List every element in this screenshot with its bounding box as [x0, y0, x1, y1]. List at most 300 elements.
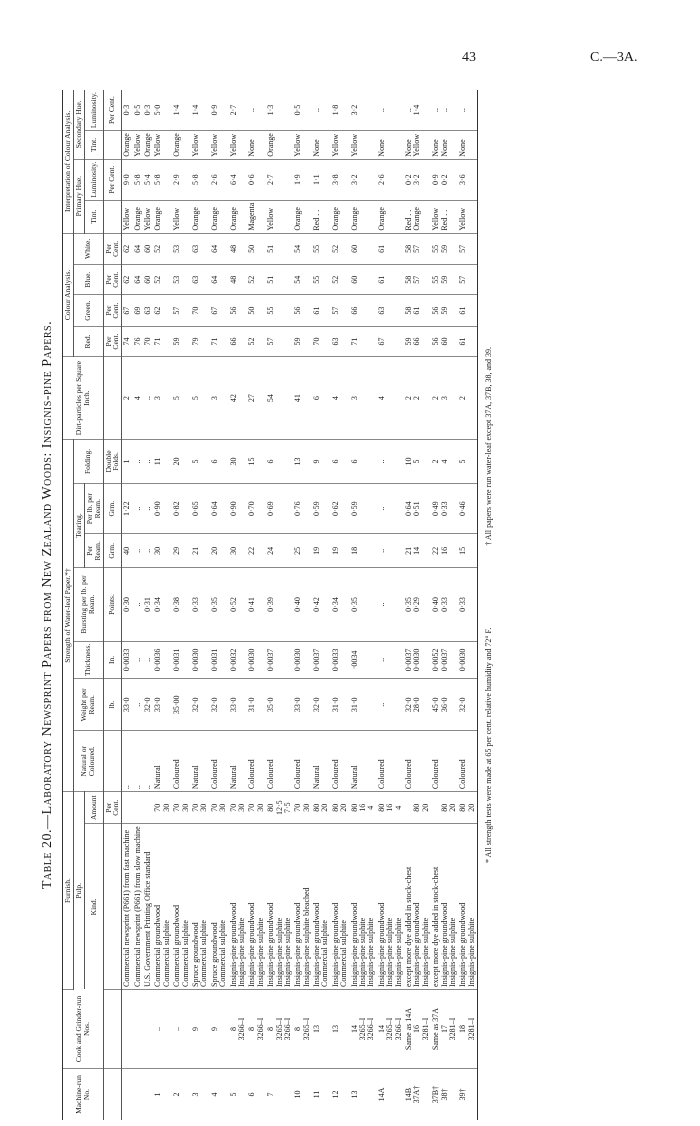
cell-tear-per-lb-line: 0·69 — [266, 501, 276, 516]
cell-natural-coloured-line: .. — [122, 785, 132, 790]
cell-cook-nos — [191, 989, 210, 1068]
table-row — [404, 90, 431, 1120]
cell-green-line: 70 — [190, 306, 200, 315]
cell-blue — [229, 265, 248, 295]
cell-tear-per-ream-line: .. — [143, 548, 153, 553]
cell-bursting-line: 0·39 — [266, 597, 276, 612]
cell-kind — [153, 824, 172, 990]
cell-tear-per-ream-line: 19 — [330, 546, 340, 555]
table-row — [266, 90, 293, 1120]
cell-secondary-tint — [172, 131, 191, 160]
unit-white: Per Cent. — [103, 233, 122, 264]
cell-weight — [293, 679, 312, 731]
cell-tear-per-ream — [172, 534, 191, 568]
header-luminosity-secondary: Luminosity. — [84, 90, 103, 131]
cell-folding — [293, 439, 312, 483]
cell-dirt — [266, 357, 293, 440]
cell-natural-coloured — [247, 731, 266, 792]
cell-kind-line: Spruce groundwood — [209, 922, 219, 987]
cell-white-line: 50 — [247, 244, 257, 253]
cell-cook-nos — [247, 989, 266, 1068]
cell-folding — [191, 439, 210, 483]
cell-amount-line: 70 — [172, 803, 182, 812]
cell-red — [229, 326, 248, 356]
header-colour-analysis: Colour Analysis. — [63, 233, 74, 357]
cell-kind-line: Insignis-pine groundwood — [247, 902, 257, 987]
header-weight: Weight per Ream. — [73, 679, 103, 731]
unit-kind — [103, 824, 122, 990]
cell-primary-luminosity — [172, 159, 191, 200]
cell-primary-luminosity — [191, 159, 210, 200]
cell-kind-line: Insignis-pine groundwood — [376, 902, 386, 987]
cell-red — [458, 326, 477, 356]
cell-blue — [153, 265, 172, 295]
cell-thickness-line: 0·0036 — [153, 648, 163, 672]
unit-run — [103, 1069, 122, 1120]
cell-tear-per-ream — [247, 534, 266, 568]
cell-tear-per-ream — [293, 534, 312, 568]
cell-red — [350, 326, 377, 356]
cell-white — [266, 233, 293, 264]
cell-amount — [458, 792, 477, 824]
cell-red-line: 76 — [132, 337, 142, 346]
cell-folding — [458, 439, 477, 483]
footnote-star: * All strength tests were made at 65 per cent. relative humidity and 72° F. — [484, 627, 494, 864]
cell-bursting-line: 0·30 — [122, 597, 132, 612]
cell-dirt — [210, 357, 229, 440]
cell-green — [331, 295, 350, 326]
cell-green — [404, 295, 431, 326]
table-row — [122, 90, 133, 1120]
cell-white-line: 59 — [439, 244, 449, 253]
cell-red — [266, 326, 293, 356]
cell-tear-per-lb-line: 0·49 — [431, 501, 441, 516]
cell-weight-line: 32·0 — [312, 697, 322, 713]
header-natural-coloured: Natural or Coloured. — [73, 731, 103, 792]
cell-tear-per-ream — [350, 534, 377, 568]
cell-natural-coloured — [293, 731, 312, 792]
cell-bursting — [191, 568, 210, 642]
page-number: 43 — [462, 50, 476, 65]
table-row — [210, 90, 229, 1120]
cell-dirt — [133, 357, 143, 440]
cell-kind-line: Insignis-pine groundwood — [458, 902, 468, 987]
cell-weight-line: .. — [376, 702, 386, 707]
header-folding: Folding. — [73, 439, 103, 483]
cell-tear-per-lb — [122, 483, 133, 534]
cell-amount-line: 70 — [293, 803, 303, 812]
cell-folding — [210, 439, 229, 483]
cell-tear-per-lb — [266, 483, 293, 534]
cell-red — [431, 326, 458, 356]
cell-natural-coloured — [133, 731, 143, 792]
header-furnish: Furnish. — [63, 792, 74, 990]
cell-cook-nos-line: 17 — [439, 1025, 449, 1034]
cell-tear-per-lb — [293, 483, 312, 534]
cell-dirt — [229, 357, 248, 440]
cell-red — [331, 326, 350, 356]
cell-tear-per-ream — [377, 534, 404, 568]
cell-tear-per-ream-line: 16 — [439, 546, 449, 555]
cell-tear-per-lb-line: 1·22 — [122, 501, 132, 516]
cell-secondary-tint — [247, 131, 266, 160]
cell-tear-per-ream — [229, 534, 248, 568]
cell-run-no-line: 38† — [439, 1088, 449, 1101]
cell-run-no-line — [144, 1071, 152, 1118]
cell-red — [312, 326, 331, 356]
cell-run-no — [172, 1069, 191, 1120]
table-row — [172, 90, 191, 1120]
cell-green — [143, 295, 153, 326]
cell-white — [172, 233, 191, 264]
cell-blue — [191, 265, 210, 295]
cell-kind-line: Commercial groundwood — [172, 904, 182, 987]
cell-red-line: 79 — [190, 337, 200, 346]
cell-tear-per-lb — [153, 483, 172, 534]
cell-green-line: 62 — [153, 306, 163, 315]
cell-tear-per-ream — [266, 534, 293, 568]
unit-amount: Per Cent. — [103, 792, 122, 824]
cell-green-line: 67 — [122, 306, 132, 315]
cell-white — [377, 233, 404, 264]
cell-bursting — [122, 568, 133, 642]
cell-thickness-line: 0·0037 — [266, 648, 276, 672]
cell-thickness-line: 0·0037 — [403, 648, 413, 672]
cell-red-line: 59 — [172, 337, 182, 346]
table-row — [143, 90, 153, 1120]
cell-secondary-luminosity — [172, 90, 191, 131]
cell-primary-luminosity — [247, 159, 266, 200]
cell-secondary-tint — [404, 131, 431, 160]
cell-white — [293, 233, 312, 264]
table-row — [153, 90, 172, 1120]
cell-amount — [293, 792, 312, 824]
cell-secondary-luminosity — [229, 90, 248, 131]
cell-cook-nos — [377, 989, 404, 1068]
cell-dirt — [331, 357, 350, 440]
cell-tear-per-lb-line: 0·64 — [403, 501, 413, 516]
cell-secondary-luminosity-line: 1·4 — [190, 104, 200, 116]
cell-secondary-luminosity — [331, 90, 350, 131]
cell-kind-line: Insignis-pine groundwood — [439, 902, 449, 987]
cell-tear-per-lb — [172, 483, 191, 534]
cell-secondary-luminosity — [153, 90, 172, 131]
cell-thickness — [266, 641, 293, 678]
cell-green — [266, 295, 293, 326]
cell-run-no — [404, 1069, 431, 1120]
cell-amount — [229, 792, 248, 824]
cell-red-line: 67 — [376, 337, 386, 346]
cell-amount-line: 80 — [330, 803, 340, 812]
cell-tear-per-ream-line: 40 — [122, 546, 132, 555]
unit-red: Per Cent. — [103, 326, 122, 356]
cell-natural-coloured — [229, 731, 248, 792]
cell-red-line: 71 — [349, 337, 359, 346]
cell-cook-nos — [153, 989, 172, 1068]
cell-secondary-luminosity-line: .. — [376, 108, 386, 113]
unit-tint2 — [103, 131, 122, 160]
cell-weight — [431, 679, 458, 731]
cell-cook-nos-line: 8 — [293, 1027, 303, 1032]
cell-folding-line: 1 — [122, 459, 132, 464]
cell-blue — [293, 265, 312, 295]
cell-kind-line: Insignis-pine groundwood — [228, 902, 238, 987]
cell-bursting-line: 0·34 — [153, 597, 163, 612]
cell-run-no — [431, 1069, 458, 1120]
cell-white — [247, 233, 266, 264]
cell-run-no-line: 13 — [349, 1090, 359, 1099]
cell-cook-nos-line: 16 — [412, 1025, 422, 1034]
table-row — [191, 90, 210, 1120]
cell-primary-tint-line: Orange — [209, 207, 219, 231]
cell-primary-tint-line: Yellow — [266, 207, 276, 231]
cell-dirt-line: 2 — [412, 396, 422, 401]
cell-cook-nos — [133, 989, 143, 1068]
cell-secondary-tint — [122, 131, 133, 160]
cell-tear-per-ream-line: 20 — [209, 546, 219, 555]
cell-run-no — [133, 1069, 143, 1120]
cell-natural-coloured — [458, 731, 477, 792]
cell-natural-coloured-line: Natural — [312, 765, 322, 790]
cell-cook-nos-line: 13 — [312, 1025, 322, 1034]
cell-secondary-luminosity-line: 1·4 — [412, 104, 422, 116]
cell-natural-coloured-line: Coloured — [209, 759, 219, 790]
cell-primary-tint-line: Orange — [190, 207, 200, 231]
cell-dirt-line: 3 — [349, 396, 359, 401]
cell-weight-line: 32·0 — [458, 697, 468, 713]
cell-green — [172, 295, 191, 326]
cell-amount-line: 70 — [209, 803, 219, 812]
cell-dirt — [153, 357, 172, 440]
cell-tear-per-ream — [153, 534, 172, 568]
cell-kind-line: Insignis-pine groundwood — [266, 902, 276, 987]
cell-tear-per-lb-line: 0·46 — [458, 501, 468, 516]
cell-thickness-line: 0·0030 — [190, 648, 200, 672]
cell-secondary-luminosity — [266, 90, 293, 131]
cell-primary-tint-line: Orange — [349, 207, 359, 231]
cell-weight — [191, 679, 210, 731]
cell-weight — [133, 679, 143, 731]
cell-tear-per-ream — [133, 534, 143, 568]
cell-cook-nos — [431, 989, 458, 1068]
cell-blue — [331, 265, 350, 295]
cell-thickness-line: .. — [132, 657, 142, 662]
cell-green-line: 69 — [132, 306, 142, 315]
cell-secondary-luminosity-line: .. — [439, 108, 449, 113]
cell-white-line: 52 — [153, 244, 163, 253]
cell-bursting-line: 0·35 — [209, 597, 219, 612]
cell-secondary-luminosity — [191, 90, 210, 131]
cell-secondary-tint — [229, 131, 248, 160]
header-white: White. — [73, 233, 103, 264]
cell-tear-per-ream-line: 19 — [312, 546, 322, 555]
table-row — [133, 90, 143, 1120]
cell-amount-line — [144, 794, 152, 821]
cell-tear-per-lb-line: 0·90 — [228, 501, 238, 516]
cell-red-line: 57 — [266, 337, 276, 346]
cell-weight-line: 33·0 — [153, 697, 163, 713]
cell-white — [210, 233, 229, 264]
cell-thickness — [172, 641, 191, 678]
cell-primary-luminosity-line: 2·9 — [172, 174, 182, 186]
header-strength: Strength of Water-leaf Paper.*† — [63, 439, 74, 791]
cell-thickness-line: 0·0052 — [431, 648, 441, 672]
cell-cook-nos-line: 3265–I — [301, 1017, 311, 1041]
cell-natural-coloured — [331, 731, 350, 792]
cell-primary-tint-line: Orange — [293, 207, 303, 231]
cell-secondary-tint-line: Yellow — [153, 133, 163, 157]
cell-secondary-tint-line: None — [439, 139, 449, 157]
cell-bursting-line: 0·34 — [330, 597, 340, 612]
cell-tear-per-ream — [143, 534, 153, 568]
cell-amount-line: 80 — [439, 803, 449, 812]
cell-secondary-luminosity-line: 1·4 — [172, 104, 182, 116]
cell-red-line: 60 — [439, 337, 449, 346]
cell-dirt-line: 2 — [458, 396, 468, 401]
cell-thickness — [143, 641, 153, 678]
cell-blue — [312, 265, 331, 295]
cell-bursting-line: 0·38 — [172, 597, 182, 612]
cell-green-line: 56 — [228, 306, 238, 315]
cell-white — [133, 233, 143, 264]
cell-secondary-luminosity — [143, 90, 153, 131]
cell-natural-coloured-line: Natural — [190, 765, 200, 790]
cell-secondary-tint-line: Yellow — [412, 133, 422, 157]
cell-run-no — [458, 1069, 477, 1120]
header-thickness: Thickness. — [73, 641, 103, 678]
cell-weight-line: 31·0 — [330, 697, 340, 713]
cell-primary-luminosity-line: 3·6 — [458, 174, 468, 186]
cell-blue-line: 57 — [458, 275, 468, 284]
cell-run-no-line: 7 — [266, 1092, 276, 1097]
cell-thickness-line: 0·0037 — [439, 648, 449, 672]
header-bursting: Bursting per lb. per Ream. — [73, 568, 103, 642]
cell-tear-per-lb-line: .. — [376, 506, 386, 511]
cell-thickness — [404, 641, 431, 678]
cell-kind — [331, 824, 350, 990]
cell-bursting — [431, 568, 458, 642]
cell-cook-nos-line: 3281–I — [466, 1017, 476, 1041]
cell-tear-per-ream — [458, 534, 477, 568]
cell-amount-line: 80 — [376, 803, 386, 812]
cell-kind — [431, 824, 458, 990]
header-run-no: Machine-run No. — [63, 1069, 104, 1120]
cell-folding — [431, 439, 458, 483]
cell-blue-line: 53 — [172, 275, 182, 284]
cell-white-line: 54 — [293, 244, 303, 253]
cell-dirt — [458, 357, 477, 440]
cell-amount-line: 80 — [312, 803, 322, 812]
cell-cook-nos-line: Same as 14A — [403, 1007, 413, 1051]
cell-weight-line: 32·0 — [403, 697, 413, 713]
cell-dirt — [143, 357, 153, 440]
cell-green-line: 57 — [330, 306, 340, 315]
cell-red — [133, 326, 143, 356]
cell-amount — [431, 792, 458, 824]
cell-dirt — [247, 357, 266, 440]
cell-amount-line: 30 — [255, 803, 265, 812]
cell-run-no-line: 39† — [458, 1088, 468, 1101]
table-row — [350, 90, 377, 1120]
cell-primary-luminosity — [458, 159, 477, 200]
cell-amount — [133, 792, 143, 824]
cell-primary-luminosity — [266, 159, 293, 200]
cell-natural-coloured — [431, 731, 458, 792]
cell-tear-per-lb-line: 0·33 — [439, 501, 449, 516]
cell-cook-nos-line: .. — [153, 1027, 163, 1032]
cell-run-no — [312, 1069, 331, 1120]
cell-tear-per-lb — [350, 483, 377, 534]
header-interpretation: Interpretation of Colour Analysis. — [63, 90, 74, 233]
footnotes — [484, 90, 493, 1120]
cell-weight-line: 33·0 — [293, 697, 303, 713]
cell-tear-per-lb — [143, 483, 153, 534]
cell-thickness — [458, 641, 477, 678]
cell-weight — [247, 679, 266, 731]
cell-secondary-luminosity — [431, 90, 458, 131]
cell-dirt — [172, 357, 191, 440]
cell-secondary-tint-line: None — [247, 139, 257, 157]
cell-dirt-line: 4 — [132, 396, 142, 401]
cell-folding — [153, 439, 172, 483]
cell-dirt-line: 2 — [403, 396, 413, 401]
cell-kind-line: Insignis-pine sulphite — [274, 917, 284, 987]
cell-dirt-line: 42 — [228, 394, 238, 403]
cell-green-line: 63 — [376, 306, 386, 315]
cell-white — [431, 233, 458, 264]
cell-amount-line: 80 — [349, 803, 359, 812]
cell-folding-line: 30 — [228, 457, 238, 466]
cell-blue-line: 61 — [376, 275, 386, 284]
cell-white-line: 55 — [431, 244, 441, 253]
cell-primary-tint — [229, 200, 248, 233]
cell-amount-line: 70 — [190, 803, 200, 812]
cell-kind-line: Commercial sulphite — [218, 920, 228, 987]
cell-run-no-line: 14A — [376, 1087, 386, 1102]
cell-cook-nos-line: 8 — [228, 1027, 238, 1032]
cell-bursting-line: 0·41 — [247, 597, 257, 612]
cell-green-line: 61 — [458, 306, 468, 315]
cell-thickness-line: 0·0030 — [293, 648, 303, 672]
cell-dirt-line: 3 — [153, 396, 163, 401]
cell-weight — [210, 679, 229, 731]
cell-bursting — [293, 568, 312, 642]
cell-tear-per-lb — [431, 483, 458, 534]
cell-secondary-tint-line: Orange — [172, 133, 182, 157]
cell-bursting — [210, 568, 229, 642]
cell-primary-luminosity-line: 1·9 — [293, 174, 303, 186]
cell-secondary-luminosity-line: .. — [458, 108, 468, 113]
cell-tear-per-ream-line: 15 — [458, 546, 468, 555]
cell-primary-tint — [266, 200, 293, 233]
cell-amount-line: 30 — [236, 803, 246, 812]
cell-blue-line: 60 — [349, 275, 359, 284]
cell-thickness — [312, 641, 331, 678]
cell-tear-per-lb — [191, 483, 210, 534]
cell-blue — [431, 265, 458, 295]
cell-amount-line: 70 — [228, 803, 238, 812]
cell-red — [293, 326, 312, 356]
cell-primary-tint-line: Magenta — [247, 202, 257, 231]
cell-weight — [143, 679, 153, 731]
cell-amount-line: 7·5 — [282, 802, 292, 814]
cell-blue — [350, 265, 377, 295]
cell-white-line: 55 — [312, 244, 322, 253]
footnote-dagger: † All papers were run water-leaf except 37A, 37B, 38, and 39. — [484, 346, 494, 546]
cell-natural-coloured-line: Natural — [349, 765, 359, 790]
cell-bursting — [229, 568, 248, 642]
cell-secondary-luminosity — [210, 90, 229, 131]
